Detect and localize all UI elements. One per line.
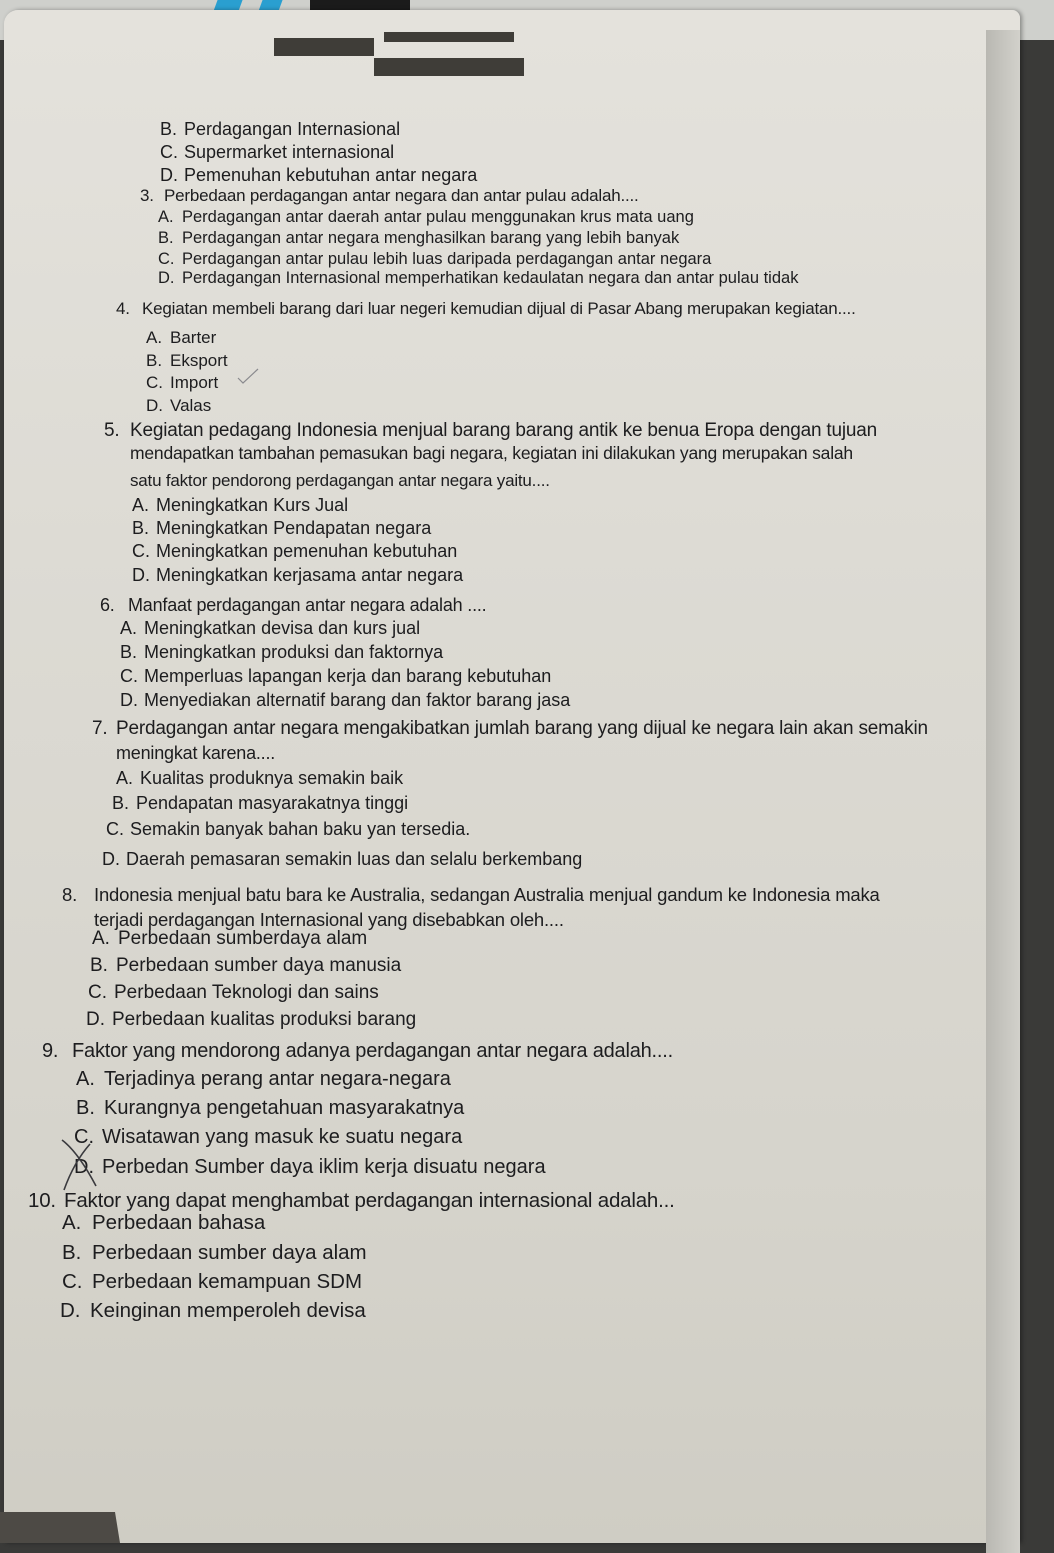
- show-through-print: [374, 58, 524, 76]
- option-letter: C.: [160, 142, 178, 162]
- option-letter: A.: [132, 495, 150, 515]
- option-c-selected: [146, 372, 218, 394]
- question-number: 9.: [42, 1040, 59, 1062]
- question-text: meningkat karena....: [116, 743, 276, 763]
- option-letter: D.: [60, 1299, 81, 1322]
- question-number: 5.: [104, 420, 120, 441]
- option-d-crossed: [74, 1156, 546, 1178]
- question-5: [104, 420, 877, 442]
- question-number: 8.: [62, 884, 78, 905]
- option-a: [120, 617, 420, 639]
- option-text: Perbedaan Teknologi dan sains: [114, 982, 379, 1003]
- option-c: [160, 141, 394, 163]
- question-4: [116, 298, 856, 320]
- option-a: [158, 206, 694, 228]
- option-letter: C.: [146, 373, 163, 392]
- option-letter: B.: [112, 793, 130, 813]
- option-text: Perdagangan antar pulau lebih luas daripada perdagangan antar negara: [182, 250, 712, 268]
- option-b: [90, 955, 401, 977]
- option-text: Supermarket internasional: [184, 142, 395, 162]
- option-text: Perdagangan Internasional memperhatikan kedaulatan negara dan antar pulau tidak: [182, 269, 799, 287]
- option-b: [112, 792, 408, 814]
- option-b: [76, 1097, 464, 1119]
- option-letter: A.: [158, 208, 174, 226]
- question-text: Kegiatan membeli barang dari luar negeri kemudian dijual di Pasar Abang merupakan kegiatan....: [142, 299, 856, 318]
- option-letter: B.: [62, 1241, 82, 1264]
- option-text: Daerah pemasaran semakin luas dan selalu berkembang: [126, 849, 583, 869]
- question-text: Indonesia menjual batu bara ke Australia, sedangan Australia menjual gandum ke Indonesia maka: [94, 884, 880, 905]
- question-6: [100, 594, 486, 616]
- option-text: Pendapatan masyarakatnya tinggi: [136, 793, 409, 813]
- question-number: 10.: [28, 1189, 56, 1212]
- option-b: [62, 1242, 367, 1264]
- option-letter: A.: [92, 928, 110, 949]
- option-text: Barter: [170, 328, 217, 347]
- option-text: Terjadinya perang antar negara-negara: [104, 1068, 451, 1090]
- question-text: Perdagangan antar negara mengakibatkan jumlah barang yang dijual ke negara lain akan semakin: [116, 718, 928, 739]
- option-letter: A.: [116, 768, 134, 788]
- question-text: satu faktor pendorong perdagangan antar negara yaitu....: [130, 471, 550, 490]
- option-b: [132, 517, 431, 539]
- option-letter: B.: [120, 642, 138, 662]
- option-letter: A.: [120, 618, 138, 638]
- question-3: [140, 185, 639, 207]
- question-5-continued: [130, 442, 853, 464]
- option-letter: D.: [102, 849, 120, 869]
- option-a: [92, 928, 367, 950]
- option-letter: D.: [74, 1156, 94, 1178]
- option-letter: A.: [76, 1068, 95, 1090]
- option-text: Perbedaan kualitas produksi barang: [112, 1009, 417, 1030]
- option-text: Perdagangan antar negara menghasilkan barang yang lebih banyak: [182, 229, 680, 247]
- option-b: [146, 350, 228, 372]
- option-d: [60, 1300, 366, 1322]
- option-d: [86, 1009, 416, 1031]
- question-text: mendapatkan tambahan pemasukan bagi negara, kegiatan ini dilakukan yang merupakan salah: [130, 443, 853, 463]
- option-text: Memperluas lapangan kerja dan barang kebutuhan: [144, 666, 552, 686]
- option-letter: D.: [146, 396, 163, 415]
- option-text: Meningkatkan produksi dan faktornya: [144, 642, 444, 662]
- option-letter: D.: [160, 165, 178, 185]
- option-text: Wisatawan yang masuk ke suatu negara: [102, 1126, 463, 1148]
- question-number: 7.: [92, 718, 108, 739]
- show-through-print: [384, 32, 514, 42]
- question-text: Manfaat perdagangan antar negara adalah ....: [128, 595, 487, 615]
- question-text: Perbedaan perdagangan antar negara dan antar pulau adalah....: [164, 186, 639, 205]
- option-letter: C.: [62, 1270, 83, 1293]
- question-10: [28, 1190, 675, 1212]
- option-d: [160, 164, 477, 186]
- option-text: Perbedaan sumberdaya alam: [118, 928, 368, 949]
- option-letter: C.: [106, 819, 124, 839]
- paper-stack-edge: [986, 30, 1020, 1553]
- option-letter: C.: [158, 250, 175, 268]
- option-d: [132, 564, 463, 586]
- question-5-continued: [130, 470, 550, 492]
- option-text: Import: [170, 373, 219, 392]
- option-text: Valas: [170, 396, 212, 415]
- option-letter: C.: [132, 541, 150, 561]
- option-letter: D.: [120, 690, 138, 710]
- question-9: [42, 1040, 673, 1062]
- option-text: Kualitas produknya semakin baik: [140, 768, 404, 788]
- option-a: [76, 1068, 451, 1090]
- show-through-print: [274, 38, 374, 56]
- pencil-check-icon: [237, 367, 259, 385]
- option-text: Kurangnya pengetahuan masyarakatnya: [104, 1097, 465, 1119]
- option-text: Eksport: [170, 351, 228, 370]
- option-b: [160, 118, 400, 140]
- option-text: Keinginan memperoleh devisa: [90, 1299, 366, 1322]
- option-c: [132, 540, 457, 562]
- option-text: Perbedaan bahasa: [92, 1211, 266, 1234]
- option-letter: D.: [132, 565, 150, 585]
- option-text: Meningkatkan Pendapatan negara: [156, 518, 432, 538]
- option-letter: B.: [146, 351, 163, 370]
- option-d: [102, 848, 582, 870]
- option-letter: D.: [86, 1009, 105, 1030]
- question-number: 6.: [100, 595, 115, 615]
- option-text: Perbedaan kemampuan SDM: [92, 1270, 363, 1293]
- option-text: Meningkatkan Kurs Jual: [156, 495, 349, 515]
- option-text: Semakin banyak bahan baku yan tersedia.: [130, 819, 471, 839]
- option-b: [120, 641, 443, 663]
- option-text: Perdagangan Internasional: [184, 119, 401, 139]
- option-text: Perdagangan antar daerah antar pulau menggunakan krus mata uang: [182, 208, 694, 226]
- option-c: [106, 818, 470, 840]
- option-letter: A.: [62, 1211, 82, 1234]
- option-a: [146, 327, 216, 349]
- question-text: Faktor yang dapat menghambat perdagangan internasional adalah...: [64, 1189, 675, 1212]
- option-text: Menyediakan alternatif barang dan faktor barang jasa: [144, 690, 571, 710]
- question-7-continued: [116, 742, 275, 764]
- pencil-cross-icon: [60, 1138, 100, 1194]
- option-letter: A.: [146, 328, 163, 347]
- option-letter: C.: [120, 666, 138, 686]
- option-text: Perbedaan sumber daya alam: [92, 1241, 367, 1264]
- option-letter: B.: [132, 518, 150, 538]
- option-c: [120, 665, 551, 687]
- option-letter: B.: [76, 1097, 95, 1119]
- question-number: 3.: [140, 186, 154, 205]
- option-a: [132, 494, 348, 516]
- option-d: [120, 689, 570, 711]
- option-a: [116, 767, 403, 789]
- option-d: [158, 267, 798, 289]
- question-text: terjadi perdagangan Internasional yang disebabkan oleh....: [94, 909, 564, 930]
- option-letter: B.: [160, 119, 178, 139]
- question-text: Faktor yang mendorong adanya perdagangan antar negara adalah....: [72, 1040, 673, 1062]
- option-c: [62, 1271, 362, 1293]
- option-text: Meningkatkan pemenuhan kebutuhan: [156, 541, 458, 561]
- option-text: Meningkatkan kerjasama antar negara: [156, 565, 464, 585]
- question-8: [62, 884, 880, 906]
- option-text: Perbedaan sumber daya manusia: [116, 955, 402, 976]
- question-number: 4.: [116, 299, 130, 318]
- option-c: [74, 1126, 462, 1148]
- option-letter: B.: [158, 229, 174, 247]
- option-letter: D.: [158, 269, 175, 287]
- option-text: Perbedan Sumber daya iklim kerja disuatu negara: [102, 1156, 546, 1178]
- option-text: Meningkatkan devisa dan kurs jual: [144, 618, 421, 638]
- option-letter: B.: [90, 955, 108, 976]
- option-text: Pemenuhan kebutuhan antar negara: [184, 165, 478, 185]
- paper-corner-shadow: [0, 1512, 120, 1543]
- question-text: Kegiatan pedagang Indonesia menjual barang barang antik ke benua Eropa dengan tujuan: [130, 420, 877, 441]
- option-d: [146, 395, 211, 417]
- option-b: [158, 227, 679, 249]
- option-letter: C.: [74, 1126, 94, 1148]
- question-7: [92, 718, 928, 740]
- option-c: [88, 982, 379, 1004]
- option-a: [62, 1212, 265, 1234]
- option-letter: C.: [88, 982, 107, 1003]
